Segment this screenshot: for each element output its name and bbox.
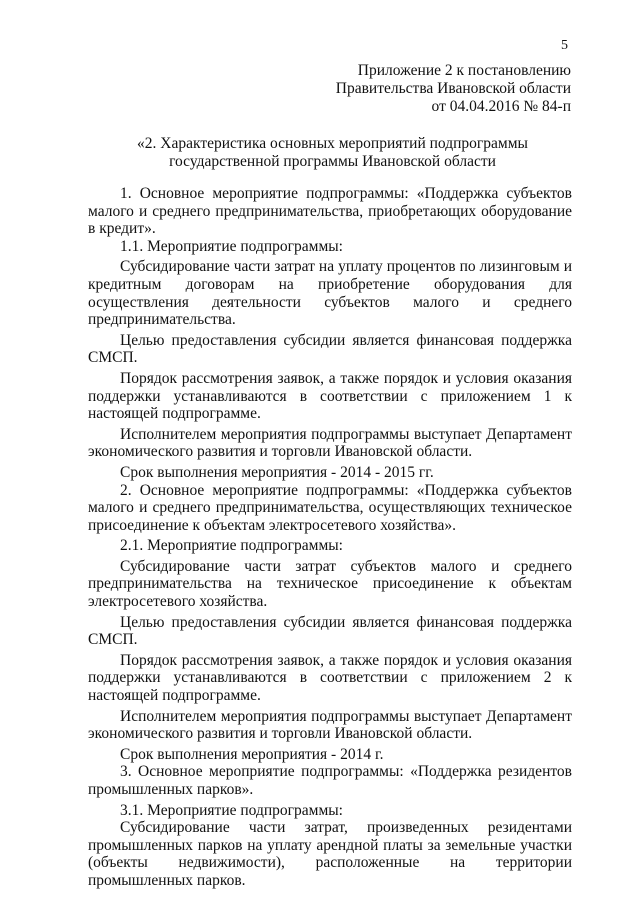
document-title (90, 135, 575, 171)
paragraph: Срок выполнения мероприятия - 2014 г. (120, 745, 384, 763)
paragraph: Порядок рассмотрения заявок, а также порядок и условия оказания поддержки устанавливаются в соответствии с приложением 1 к настоящей подпрограмме. (88, 369, 572, 423)
paragraph: 1.1. Мероприятие подпрограммы: (120, 237, 343, 255)
paragraph: 1. Основное мероприятие подпрограммы: «Поддержка субъектов малого и среднего предпринимательства, приобретающих оборудование в кредит». (88, 185, 572, 238)
title-line: государственной программы Ивановской области (169, 153, 496, 170)
title-line: «2. Характеристика основных мероприятий подпрограммы (137, 135, 528, 152)
paragraph: Порядок рассмотрения заявок, а также порядок и условия оказания поддержки устанавливаются в соответствии с приложением 2 к настоящей подпрограмме. (88, 651, 572, 705)
header-line: от 04.04.2016 № 84-п (431, 98, 571, 115)
paragraph: Срок выполнения мероприятия - 2014 - 2015 гг. (120, 463, 434, 481)
paragraph: 3.1. Мероприятие подпрограммы: (120, 801, 343, 819)
paragraph: Субсидирование части затрат субъектов малого и среднего предпринимательства на техническое присоединение к объектам электросетевого хозяйства. (88, 557, 572, 611)
header-line: Приложение 2 к постановлению (357, 62, 571, 79)
page-number: 5 (561, 38, 568, 53)
paragraph: 2.1. Мероприятие подпрограммы: (120, 537, 343, 555)
paragraph: Исполнителем мероприятия подпрограммы выступает Департамент экономического развития и торговли Ивановской области. (88, 425, 572, 461)
paragraph: Субсидирование части затрат, произведенных резидентами промышленных парков на уплату арендной платы за земельные участки (объекты недвижимости), расположенные на территории промышленных парков. (88, 819, 572, 889)
paragraph: Исполнителем мероприятия подпрограммы выступает Департамент экономического развития и торговли Ивановской области. (88, 707, 572, 743)
paragraph: Целью предоставления субсидии является финансовая поддержка СМСП. (88, 331, 572, 367)
paragraph: 2. Основное мероприятие подпрограммы: «Поддержка субъектов малого и среднего предпринимательства, осуществляющих техническое присоединение к объектам электросетевого хозяйства». (88, 481, 572, 534)
appendix-header (336, 62, 571, 116)
document-body (88, 182, 572, 890)
paragraph: Целью предоставления субсидии является финансовая поддержка СМСП. (88, 613, 572, 649)
paragraph: Субсидирование части затрат на уплату процентов по лизинговым и кредитным договорам на приобретение оборудования для осуществления деятельности субъектов малого и среднего предпринимательства. (88, 258, 572, 329)
paragraph: 3. Основное мероприятие подпрограммы: «Поддержка резидентов промышленных парков». (88, 763, 572, 798)
header-line: Правительства Ивановской области (335, 80, 571, 97)
